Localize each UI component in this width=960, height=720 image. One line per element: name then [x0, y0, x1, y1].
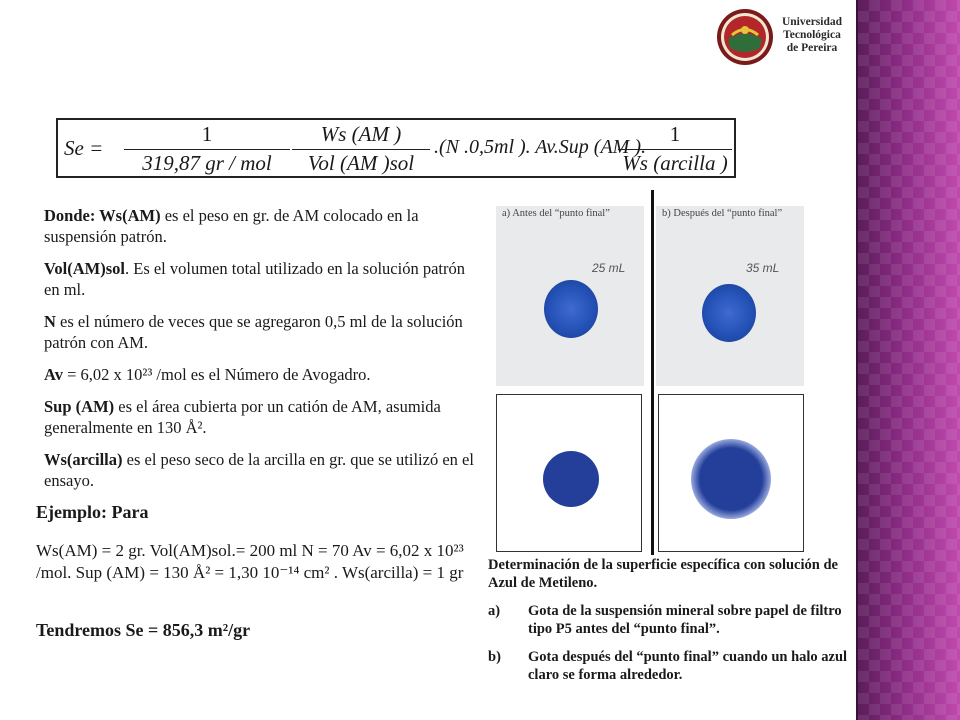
example-values: Ws(AM) = 2 gr. Vol(AM)sol.= 200 ml N = 70 Av = 6,02 x 10²³ /mol. Sup (AM) = 130 Å² = 1,30 10⁻¹⁴ cm² . Ws(arcilla) = 1 gr [36, 541, 464, 582]
photo-before-volume: 25 mL [592, 261, 626, 275]
caption-title: Determinación de la superficie específica con solución de Azul de Metileno. [488, 557, 838, 591]
dark-drop-icon [543, 451, 599, 507]
definition-item [44, 205, 484, 247]
formula-f2-num: Ws (AM ) [292, 122, 430, 150]
definition-item [44, 396, 484, 438]
definitions-list [44, 205, 484, 502]
diagram-after [658, 394, 804, 552]
blue-drop-before-icon [544, 280, 598, 338]
decorative-side-band [858, 0, 960, 720]
blue-drop-after-icon [702, 284, 756, 342]
photo-before [496, 206, 644, 386]
formula-f2-den: Vol (AM )sol [307, 151, 415, 175]
photo-after-volume: 35 mL [746, 261, 780, 275]
formula-lhs: Se = [64, 136, 104, 160]
definition-text: es el peso seco de la arcilla en gr. que se utilizó en el ensayo. [44, 450, 474, 490]
university-logo [716, 8, 848, 68]
caption-letter-a: a) [488, 603, 501, 619]
formula-fraction-2 [292, 122, 430, 176]
university-name [776, 16, 848, 55]
figure-caption [488, 556, 848, 684]
example-result: Tendremos Se = 856,3 m²/gr [36, 620, 251, 640]
definition-item [44, 449, 484, 491]
definition-item [44, 311, 484, 353]
formula-f3-den: Ws (arcilla ) [622, 151, 728, 175]
formula-fraction-3 [618, 122, 732, 176]
caption-text-a: Gota de la suspensión mineral sobre papel de filtro tipo P5 antes del “punto final”. [528, 603, 842, 637]
formula-fraction-1 [124, 122, 290, 176]
photo-before-caption: a) Antes del “punto final” [502, 208, 610, 219]
caption-item-b [488, 648, 848, 684]
formula-f3-num: 1 [618, 122, 732, 150]
photo-after [656, 206, 804, 386]
logo-line-3: de Pereira [786, 42, 838, 54]
specific-surface-formula [56, 118, 736, 178]
definition-item [44, 258, 484, 300]
caption-text-b: Gota después del “punto final” cuando un halo azul claro se forma alrededor. [528, 649, 848, 683]
definition-text: es el peso en gr. de AM colocado en la suspensión patrón. [44, 206, 419, 246]
definition-text: es el número de veces que se agregaron 0,5 ml de la solución patrón con AM. [44, 312, 463, 352]
definition-term: Ws(arcilla) [44, 450, 123, 469]
definition-term: Vol(AM)sol [44, 259, 125, 278]
definition-term: Donde: Ws(AM) [44, 206, 161, 225]
formula-f1-den: 319,87 gr / mol [142, 151, 272, 175]
example-title: Ejemplo: Para [36, 502, 149, 522]
definition-text: = 6,02 x 10²³ /mol es el Número de Avogadro. [62, 365, 371, 384]
photo-after-caption: b) Después del “punto final” [662, 208, 783, 219]
definition-term: Sup (AM) [44, 397, 115, 416]
formula-f1-num: 1 [124, 122, 290, 150]
definition-text: . Es el volumen total utilizado en la solución patrón en ml. [44, 259, 465, 299]
definition-term: N [44, 312, 56, 331]
drop-diagrams [496, 394, 808, 554]
definition-term: Av [44, 365, 63, 384]
university-seal-icon [716, 8, 774, 66]
caption-letter-b: b) [488, 649, 501, 665]
definition-text: es el área cubierta por un catión de AM, asumida generalmente en 130 Å². [44, 397, 441, 437]
logo-line-1: Universidad [781, 16, 843, 28]
definition-item [44, 364, 484, 385]
formula-middle: .(N .0,5ml ). Av.Sup (AM ). [434, 136, 647, 158]
caption-item-a [488, 602, 848, 638]
logo-line-2: Tecnológica [783, 29, 841, 41]
diagram-before [496, 394, 642, 552]
drop-with-halo-icon [691, 439, 771, 519]
